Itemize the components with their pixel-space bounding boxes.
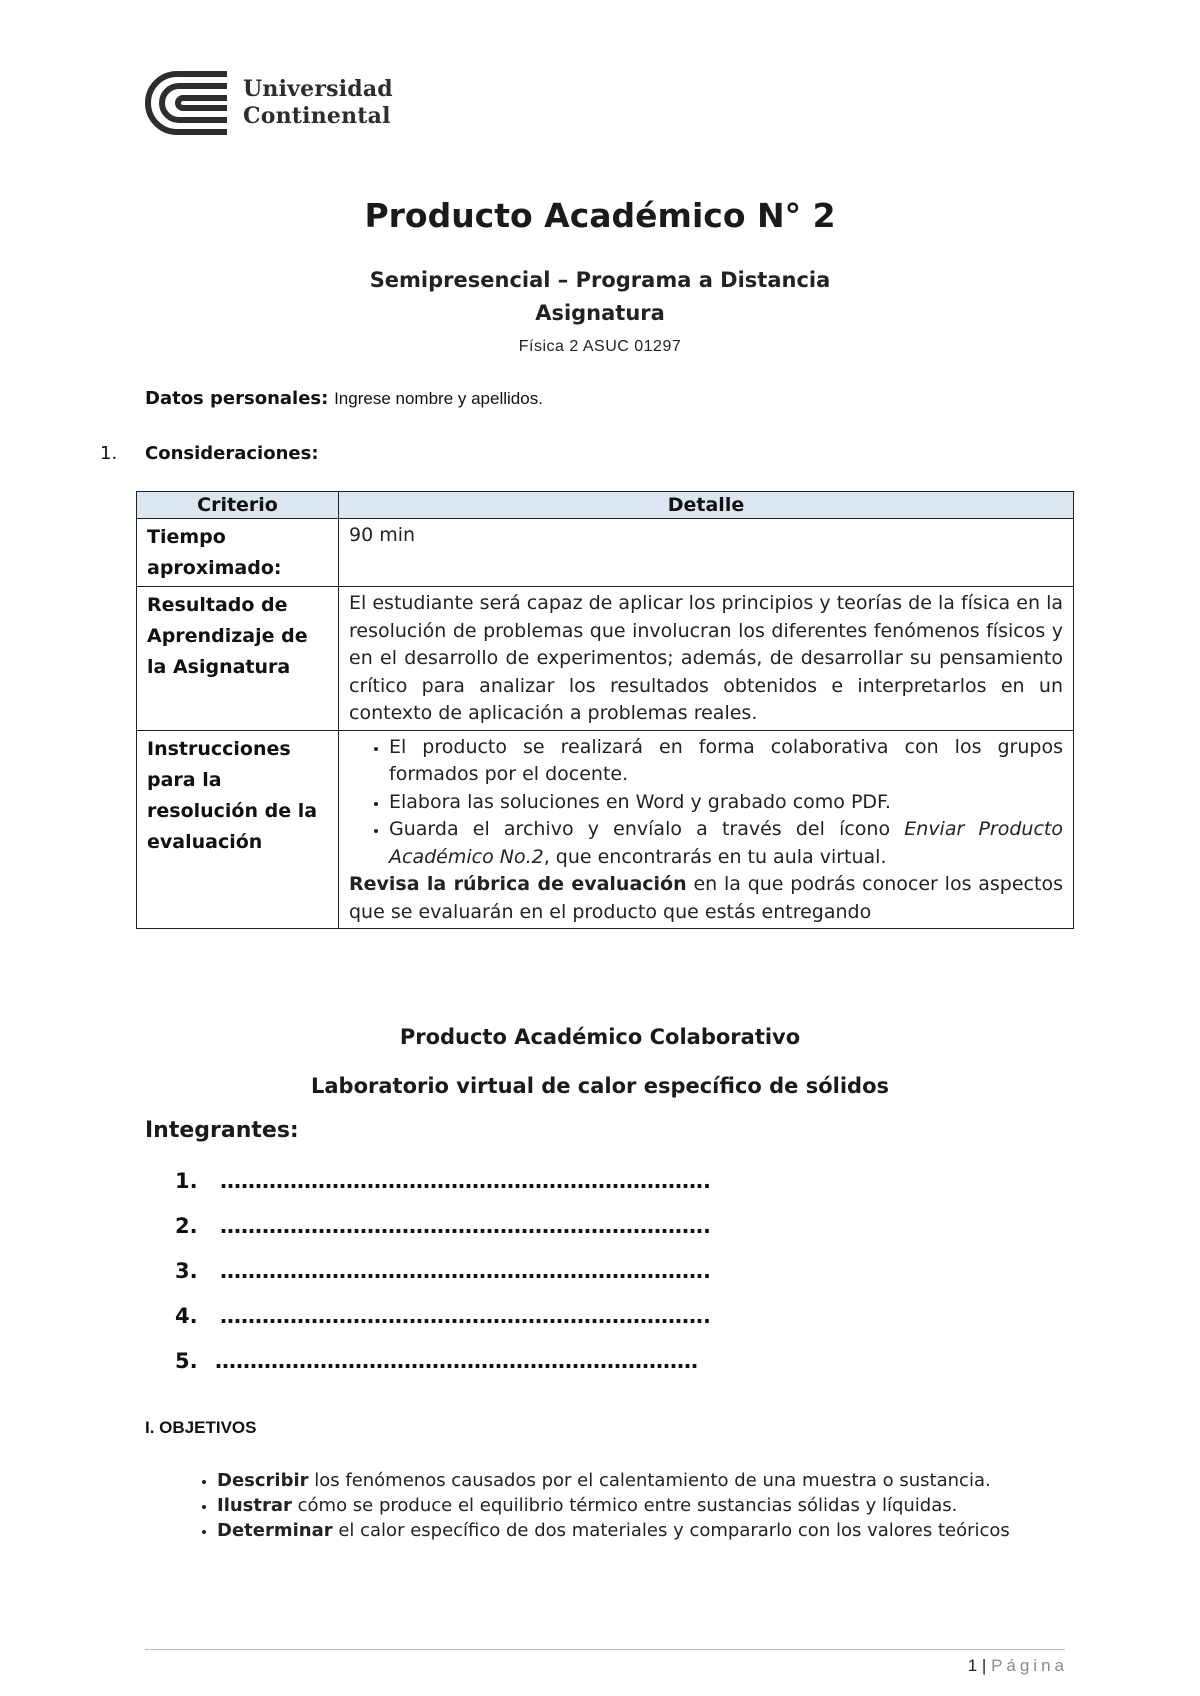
list-item	[217, 1518, 1105, 1543]
personal-data-label: Datos personales:	[145, 388, 329, 409]
criterion-instructions: Instrucciones para la resolución de la evaluación	[137, 730, 339, 929]
bullet3-pre: Guarda el archivo y envíalo a través del ícono	[389, 818, 905, 840]
modality-subtitle: Semipresencial – Programa a Distancia	[369, 268, 831, 292]
list-item: • Elabora las soluciones en Word y grabado como PDF.	[389, 789, 1063, 817]
list-item	[175, 1213, 711, 1258]
objective-text: los fenómenos causados por el calentamiento de una muestra o sustancia.	[308, 1470, 991, 1491]
rubric-rest: en la que podrás conocer los aspectos que se evaluarán en el producto que estás entregando	[349, 873, 1063, 923]
logo-line-2: Continental	[243, 103, 391, 129]
member-number: 1.	[175, 1169, 198, 1193]
objective-text: el calor específico de dos materiales y compararlo con los valores teóricos	[332, 1520, 1010, 1541]
section-heading-considerations	[100, 443, 319, 464]
logo-mark-icon	[143, 70, 229, 136]
member-number: 3.	[175, 1259, 198, 1283]
header-criterio: Criterio	[137, 492, 339, 519]
table-row	[137, 519, 1074, 587]
members-label: Integrantes:	[145, 1118, 299, 1143]
objective-verb: Determinar	[217, 1520, 333, 1541]
objective-verb: Ilustrar	[217, 1495, 292, 1516]
page-title: Producto Académico N° 2	[364, 196, 836, 235]
collab-title: Producto Académico Colaborativo	[399, 1025, 801, 1049]
header-detalle: Detalle	[339, 492, 1074, 519]
lab-title: Laboratorio virtual de calor específico de sólidos	[311, 1074, 889, 1098]
member-number: 4.	[175, 1304, 198, 1328]
section-number: 1.	[100, 443, 118, 464]
list-item	[217, 1468, 1105, 1493]
objective-verb: Describir	[217, 1470, 309, 1491]
bullet3-icon-name: Enviar Producto Académico No.2	[389, 818, 1063, 868]
personal-data-value: Ingrese nombre y apellidos.	[334, 389, 543, 408]
page-footer	[968, 1656, 1068, 1676]
section-title: Consideraciones:	[145, 443, 319, 464]
page-label: Página	[991, 1656, 1068, 1675]
detail-learning-outcome: El estudiante será capaz de aplicar los principios y teorías de la física en la resolución de problemas que involucran los diferentes fenómenos físicos y en el desarrollo de experimentos; además, de desarrollar su pensamiento crítico para analizar los resultados obtenidos e interpretarlos en un contexto de aplicación a problemas reales.	[339, 587, 1074, 731]
criteria-table	[136, 491, 1074, 929]
instructions-list	[349, 734, 1063, 872]
university-logo	[143, 70, 393, 136]
list-item	[217, 1493, 1105, 1518]
table-row	[137, 730, 1074, 929]
logo-line-1: Universidad	[243, 76, 393, 102]
course-code: Física 2 ASUC 01297	[518, 338, 682, 355]
detail-time: 90 min	[339, 519, 1074, 587]
rubric-bold: Revisa la rúbrica de evaluación	[349, 873, 687, 895]
member-line: ……………………………………………………………	[215, 1349, 698, 1373]
member-line: …………………………………………………………….	[220, 1304, 711, 1328]
footer-divider	[145, 1649, 1065, 1650]
objectives-heading: I. OBJETIVOS	[145, 1418, 257, 1437]
criterion-time: Tiempo aproximado:	[137, 519, 339, 587]
table-row	[137, 587, 1074, 731]
objectives-list	[175, 1468, 1105, 1543]
detail-instructions	[339, 730, 1074, 929]
list-item	[175, 1168, 711, 1213]
criterion-learning-outcome: Resultado de Aprendizaje de la Asignatura	[137, 587, 339, 731]
member-line: …………………………………………………………….	[220, 1259, 711, 1283]
list-item: • El producto se realizará en forma colaborativa con los grupos formados por el docente.	[389, 734, 1063, 789]
member-number: 2.	[175, 1214, 198, 1238]
subject-heading: Asignatura	[535, 301, 665, 325]
members-list	[175, 1168, 711, 1393]
list-item	[175, 1258, 711, 1303]
footer-separator: |	[977, 1656, 992, 1675]
member-number: 5.	[175, 1349, 198, 1373]
page-number: 1	[967, 1656, 978, 1675]
list-item	[389, 816, 1063, 871]
rubric-note	[349, 871, 1063, 926]
member-line: …………………………………………………………….	[220, 1169, 711, 1193]
member-line: …………………………………………………………….	[220, 1214, 711, 1238]
objective-text: cómo se produce el equilibrio térmico entre sustancias sólidas y líquidas.	[291, 1495, 958, 1516]
bullet3-post: , que encontrarás en tu aula virtual.	[543, 845, 887, 868]
personal-data	[145, 388, 543, 409]
list-item	[175, 1348, 711, 1393]
table-header-row	[137, 492, 1074, 519]
list-item	[175, 1303, 711, 1348]
